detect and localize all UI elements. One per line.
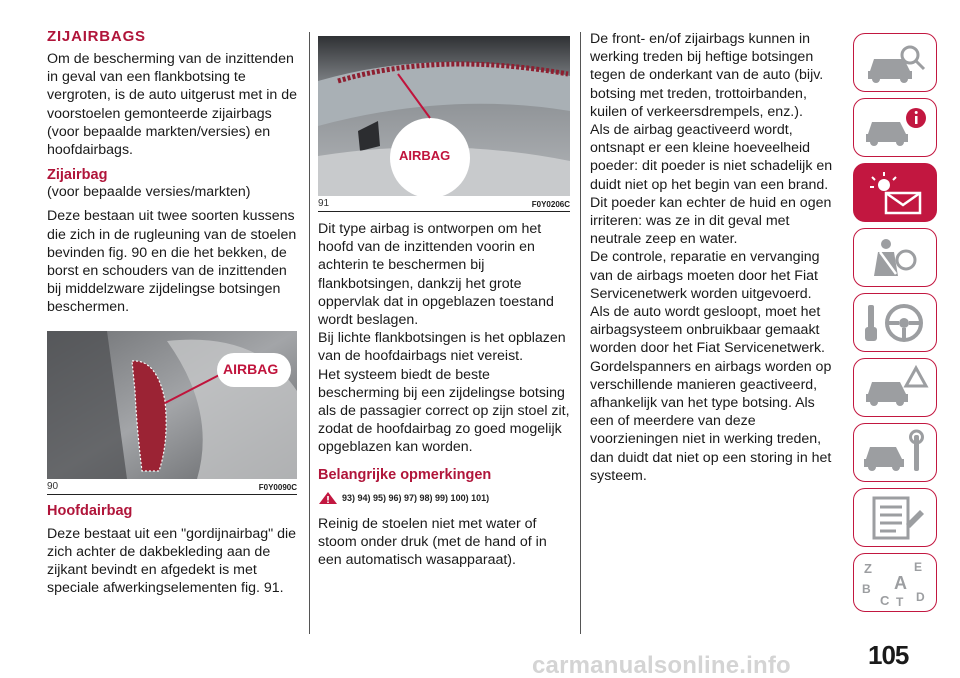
warning-light-icon [860,169,930,217]
alphabet-index-icon [860,559,930,607]
index-letter-a: A [894,572,907,593]
col3-paragraph: De front- en/of zijairbags kunnen in werking treden bij heftige botsingen tegen de onderkant van de auto (bijv. botsing met treden, trottoirbanden, kuilen of verkeersdrempels, enz.). Als de airbag geactiveerd wordt, ontsnapt er een kleine hoeveelheid poeder: dit poeder is niet schadelijk en duidt niet op het begin van een brand. Dit poeder kan echter de huid en ogen irriteren: was ze in dit geval met neutrale zeep en water. De controle, reparatie en vervanging van de airbags moeten door het Fiat Servicenetwerk worden uitgevoerd. Als de auto wordt gesloopt, moet het airbagsysteem onbruikbaar gemaakt worden door het Fiat Servicenetwerk. Gordelspanners en airbags worden op verschillende manieren geactiveerd, afhankelijk van het type botsing. Als een of meerdere van deze voorzieningen niet in werking treden, dan duidt dat niet op een storing in het systeem. [590,31,833,484]
figure-91-airbag-label: AIRBAG [399,148,451,163]
figure-90-code: F0Y0090C [258,482,297,492]
col2-paragraph: Dit type airbag is ontworpen om het hoofd van de inzittenden voorin en achterin te beschermen bij flankbotsingen, dankzij het grote oppervlak dat in opgeblazen toestand wordt beslagen. Bij lichte flankbotsingen is het opblazen van de hoofdairbags niet vereist. Het systeem biedt de beste bescherming bij een zijdelingse botsing als de passagier correct op zijn stoel zit, zodat de hoofdairbag zo goed mogelijk opgeblazen kan worden. [318,221,570,456]
tab-safety[interactable] [853,228,937,287]
key-steering-icon [860,299,930,347]
figure-91-caption [318,196,570,212]
tab-vehicle-info[interactable] [853,98,937,157]
index-letter-d: D [916,589,925,604]
tab-vehicle-overview[interactable] [853,33,937,92]
index-letter-b: B [862,581,871,596]
column-left [47,28,297,597]
tab-warning-lights[interactable] [853,163,937,222]
hoofdairbag-text: Deze bestaat uit een "gordijnairbag" die zich achter de dakbekleding aan de zijkant bevindt en afgedekt is met speciale afwerkingselementen fig. 91. [47,525,297,597]
seatbelt-airbag-icon [860,234,930,282]
index-letter-t: T [896,594,904,607]
column-divider-1 [309,32,310,634]
curtain-airbag-illustration [318,36,570,196]
zijairbag-text: Deze bestaan uit twee soorten kussens die zich in de rugleuning van de stoelen bevinden fig. 90 en die het bekken, de borst en schouders van de inzittenden bij middelzware zijdelingse botsingen beschermen. [47,208,297,316]
chapter-tabs [853,33,937,618]
column-divider-2 [580,32,581,634]
index-letter-z: Z [864,560,872,576]
figure-90-number: 90 [47,480,59,492]
section-title: ZIJAIRBAGS [47,28,146,45]
zijairbag-note: (voor bepaalde versies/markten) [47,184,251,201]
index-letter-c: C [880,592,890,607]
watermark: carmanualsonline.info [532,652,791,678]
car-info-icon [860,104,930,152]
hoofdairbag-heading: Hoofdairbag [47,502,133,519]
warning-triangle-icon [318,491,338,505]
figure-91-image [318,36,570,196]
column-right [590,30,835,485]
page-number: 105 [868,640,909,670]
warning-refs-text: 93) 94) 95) 96) 97) 98) 99) 100) 101) [342,492,490,503]
tab-starting-driving[interactable] [853,293,937,352]
tab-index[interactable] [853,553,937,612]
figure-90-caption [47,479,297,495]
car-warning-icon [860,364,930,412]
specs-list-icon [860,494,930,542]
car-search-icon [860,39,930,87]
figure-90-image [47,331,297,479]
remarks-text: Reinig de stoelen niet met water of stoom onder druk (met de hand of in een automatisch wasapparaat). [318,515,547,569]
zijairbag-heading: Zijairbag [47,167,108,184]
index-letter-e: E [914,559,923,574]
intro-paragraph: Om de bescherming van de inzittenden in geval van een flankbotsing te vergroten, is de auto uitgerust met in de voorstoelen gemonteerde zijairbags (voor bepaalde markten/versies) en hoofdairbags. [47,51,297,159]
tab-maintenance[interactable] [853,423,937,482]
warning-references [318,491,570,505]
figure-90-airbag-label: AIRBAG [223,360,279,377]
column-middle [318,36,570,569]
figure-91-number: 91 [318,198,330,209]
side-airbag-illustration [47,331,297,479]
remarks-heading: Belangrijke opmerkingen [318,466,492,483]
figure-91-code: F0Y0206C [531,200,570,209]
car-service-icon [860,429,930,477]
tab-emergency[interactable] [853,358,937,417]
tab-technical-data[interactable] [853,488,937,547]
